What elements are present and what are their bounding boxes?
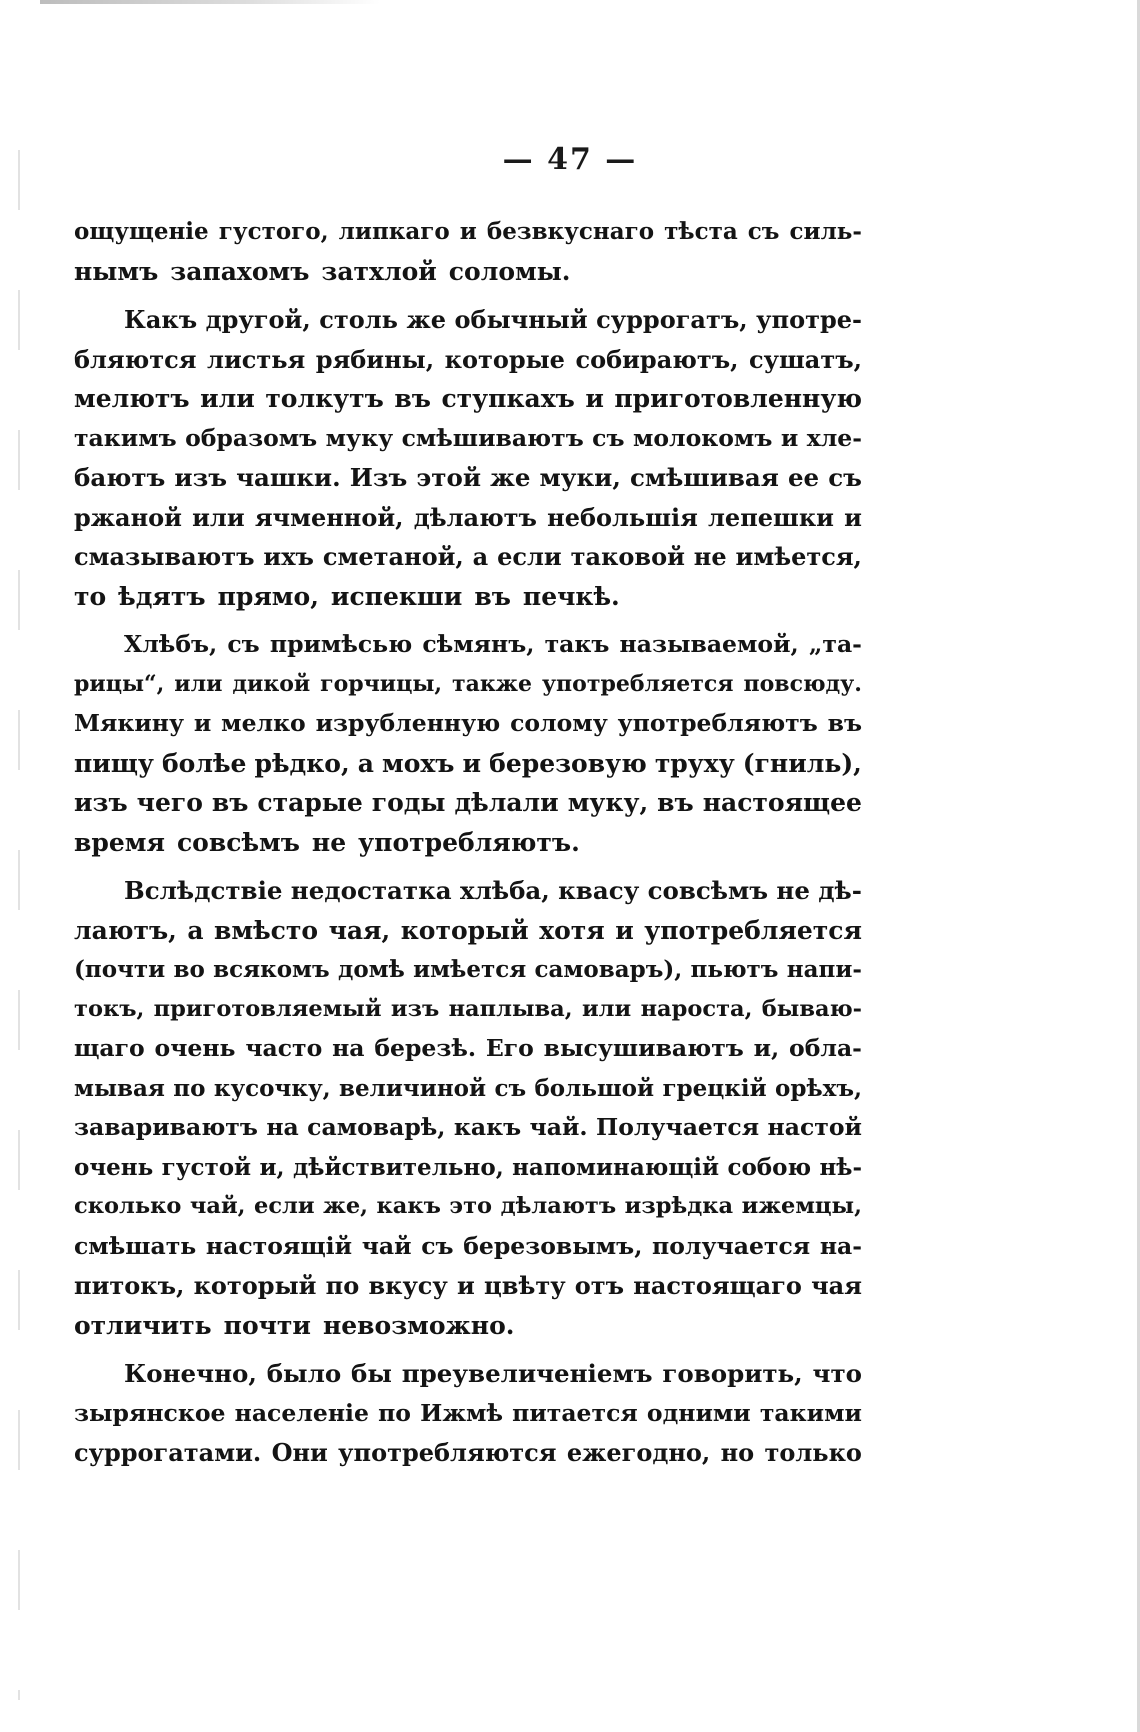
paragraph-4 [74, 871, 862, 1345]
text-line: токъ, приготовляемый изъ наплыва, или нароста, бываю- [74, 995, 862, 1022]
text-line: нымъ запахомъ затхлой соломы. [74, 256, 571, 286]
body-text [74, 212, 862, 1473]
text-line: Конечно, было бы преувеличеніемъ говорить, что [124, 1359, 862, 1388]
paragraph-gap [74, 1345, 862, 1354]
text-line: Какъ другой, столь же обычный суррогатъ, употре- [124, 305, 862, 334]
text-line: ржаной или ячменной, дѣлаютъ небольшія лепешки и [74, 502, 862, 532]
text-line: Мякину и мелко изрубленную солому употребляютъ въ [74, 709, 862, 737]
scan-edge-left [18, 150, 20, 1700]
paragraph-1 [74, 212, 862, 291]
text-line: (почти во всякомъ домѣ имѣется самоваръ), пьютъ напи- [74, 956, 862, 983]
text-line: питокъ, который по вкусу и цвѣту отъ настоящаго чая [74, 1271, 862, 1300]
text-line: ощущеніе густого, липкаго и безвкуснаго тѣста съ силь- [74, 218, 862, 245]
text-line: рицы“, или дикой горчицы, также употребляется повсюду. [74, 670, 862, 697]
page-number: — 47 — [502, 142, 638, 177]
paragraph-gap [74, 291, 862, 300]
text-line: лаютъ, а вмѣсто чая, который хотя и употребляется [74, 915, 862, 945]
text-line: зырянское населеніе по Ижмѣ питается одними такими [74, 1398, 862, 1427]
paragraph-2 [74, 300, 862, 616]
paragraph-gap [74, 862, 862, 871]
text-line: смѣшать настоящій чай съ березовымъ, получается на- [74, 1231, 862, 1260]
text-line: пищу болѣе рѣдко, а мохъ и березовую труху (гниль), [74, 748, 862, 778]
text-line: время совсѣмъ не употребляютъ. [74, 827, 580, 857]
text-line: бляются листья рябины, которые собираютъ, сушатъ, [74, 344, 862, 374]
text-line: смазываютъ ихъ сметаной, а если таковой не имѣется, [74, 542, 862, 571]
text-line: то ѣдятъ прямо, испекши въ печкѣ. [74, 581, 620, 611]
text-line: сколько чай, если же, какъ это дѣлаютъ изрѣдка ижемцы, [74, 1193, 862, 1219]
text-line: мывая по кусочку, величиной съ большой грецкій орѣхъ, [74, 1074, 862, 1102]
scan-edge-top [40, 0, 380, 4]
paragraph-5 [74, 1354, 862, 1473]
text-line: мелютъ или толкутъ въ ступкахъ и приготовленную [74, 384, 862, 413]
text-line: Хлѣбъ, съ примѣсью сѣмянъ, такъ называемой, „та- [124, 630, 862, 658]
paragraph-gap [74, 616, 862, 625]
text-line: очень густой и, дѣйствительно, напоминающій собою нѣ- [74, 1153, 862, 1181]
text-line: Вслѣдствіе недостатка хлѣба, квасу совсѣмъ не дѣ- [124, 876, 862, 905]
text-line: отличить почти невозможно. [74, 1310, 515, 1340]
text-line: такимъ образомъ муку смѣшиваютъ съ молокомъ и хле- [74, 423, 862, 452]
text-line: баютъ изъ чашки. Изъ этой же муки, смѣшивая ее съ [74, 463, 862, 492]
paragraph-3 [74, 625, 862, 862]
text-line: суррогатами. Они употребляются ежегодно, но только [74, 1438, 862, 1467]
text-line: изъ чего въ старые годы дѣлали муку, въ настоящее [74, 788, 862, 817]
text-line: щаго очень часто на березѣ. Его высушиваютъ и, обла- [74, 1034, 862, 1062]
text-line: завариваютъ на самоварѣ, какъ чай. Получается настой [74, 1113, 862, 1141]
